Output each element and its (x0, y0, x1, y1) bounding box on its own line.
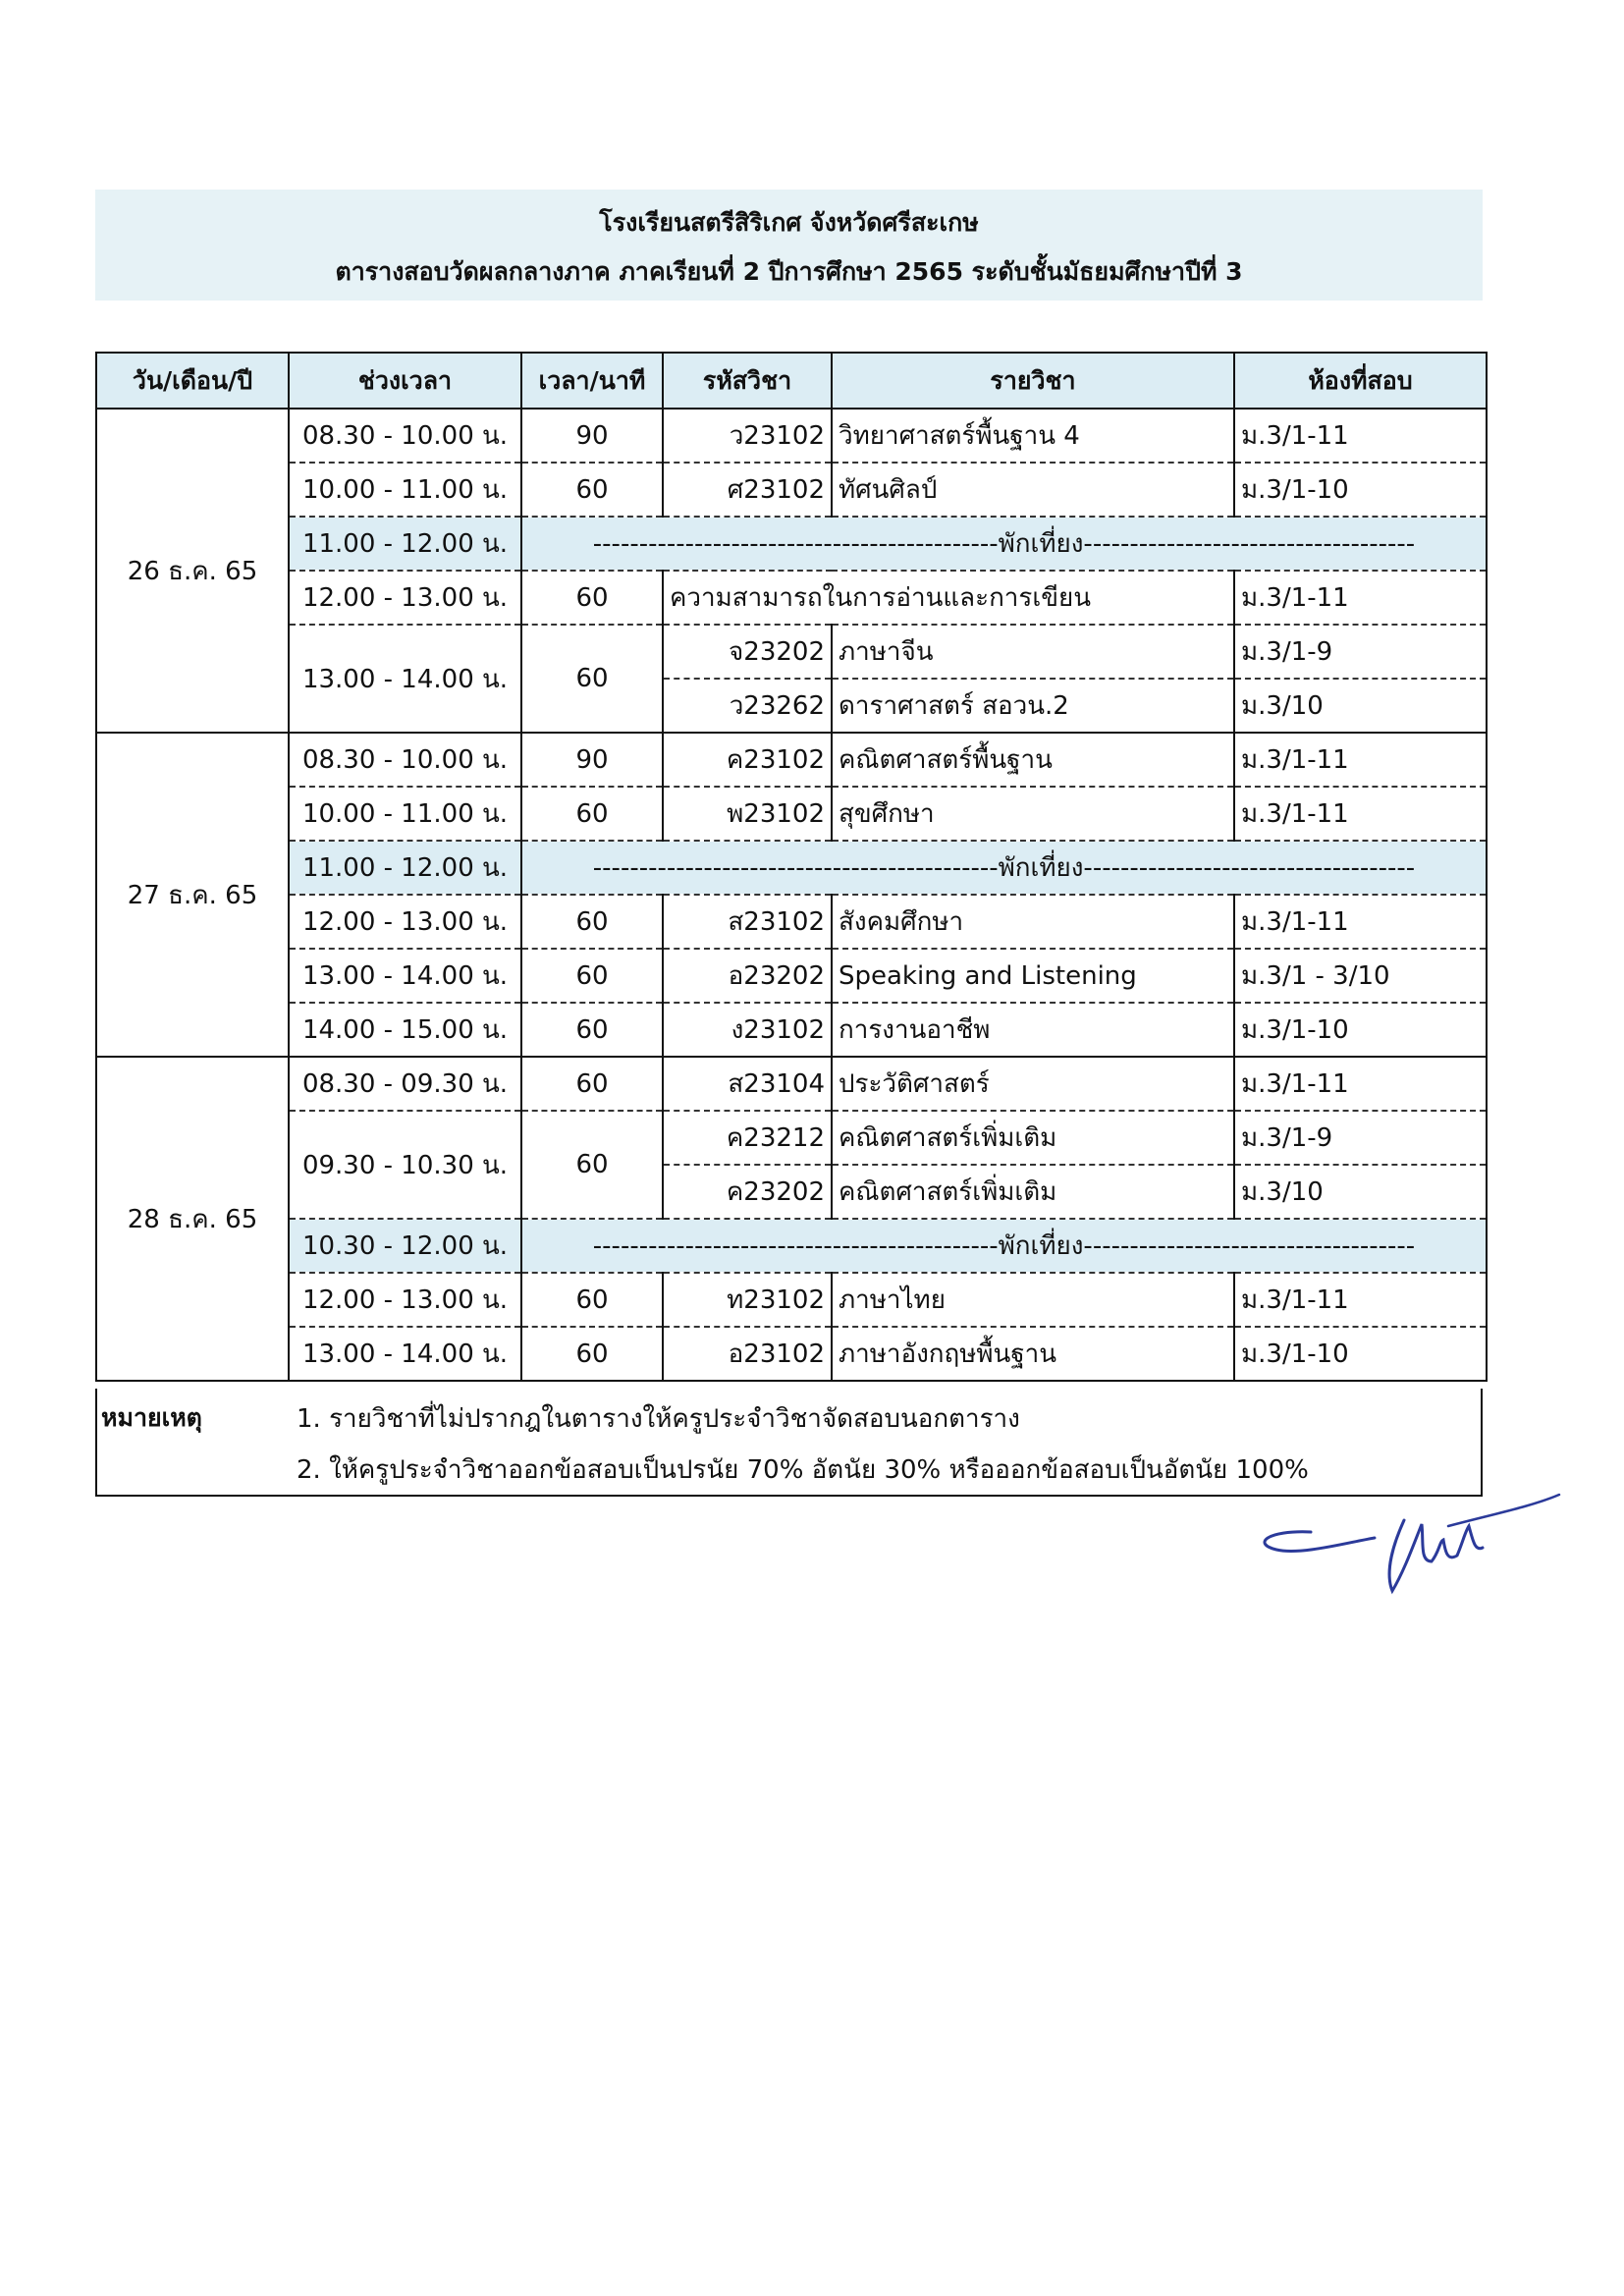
subject-cell: ภาษาจีน (832, 625, 1234, 679)
room-cell: ม.3/10 (1234, 1165, 1487, 1219)
time-cell: 10.00 - 11.00 น. (289, 787, 521, 841)
room-cell: ม.3/1-10 (1234, 463, 1487, 517)
lunch-break-row (96, 841, 1487, 895)
time-cell: 11.00 - 12.00 น. (289, 517, 521, 571)
date-cell: 27 ธ.ค. 65 (96, 733, 289, 1057)
column-header-subject-code: รหัสวิชา (663, 353, 832, 409)
minutes-cell: 60 (521, 625, 663, 733)
minutes-cell: 60 (521, 1003, 663, 1057)
time-cell: 08.30 - 10.00 น. (289, 733, 521, 787)
subject-cell: ภาษาอังกฤษพื้นฐาน (832, 1327, 1234, 1381)
code-cell: ค23212 (663, 1111, 832, 1165)
time-cell: 10.30 - 12.00 น. (289, 1219, 521, 1273)
subject-cell: วิทยาศาสตร์พื้นฐาน 4 (832, 409, 1234, 463)
minutes-cell: 60 (521, 1327, 663, 1381)
minutes-cell: 60 (521, 1273, 663, 1327)
code-cell: ว23102 (663, 409, 832, 463)
code-cell: อ23202 (663, 949, 832, 1003)
table-row (96, 1057, 1487, 1111)
room-cell: ม.3/1-11 (1234, 571, 1487, 625)
time-cell: 12.00 - 13.00 น. (289, 571, 521, 625)
code-cell: ท23102 (663, 1273, 832, 1327)
subject-cell: ประวัติศาสตร์ (832, 1057, 1234, 1111)
code-cell: ว23262 (663, 679, 832, 733)
time-cell: 09.30 - 10.30 น. (289, 1111, 521, 1219)
time-cell: 12.00 - 13.00 น. (289, 895, 521, 949)
time-cell: 13.00 - 14.00 น. (289, 625, 521, 733)
table-row (96, 1327, 1487, 1381)
column-header-minutes: เวลา/นาที (521, 353, 663, 409)
code-cell: ส23104 (663, 1057, 832, 1111)
subject-cell: คณิตศาสตร์เพิ่มเติม (832, 1165, 1234, 1219)
minutes-cell: 60 (521, 1057, 663, 1111)
room-cell: ม.3/1-10 (1234, 1327, 1487, 1381)
notes-label: หมายเหตุ (101, 1403, 202, 1432)
time-cell: 13.00 - 14.00 น. (289, 1327, 521, 1381)
table-header-row (96, 353, 1487, 409)
room-cell: ม.3/1-10 (1234, 1003, 1487, 1057)
lunch-break-row (96, 1219, 1487, 1273)
subject-cell: ดาราศาสตร์ สอวน.2 (832, 679, 1234, 733)
code-cell: ศ23102 (663, 463, 832, 517)
table-row (96, 625, 1487, 679)
exam-schedule-table (95, 352, 1488, 1382)
table-row (96, 787, 1487, 841)
minutes-cell: 60 (521, 895, 663, 949)
document-header (95, 190, 1483, 301)
room-cell: ม.3/1-9 (1234, 625, 1487, 679)
time-cell: 14.00 - 15.00 น. (289, 1003, 521, 1057)
note-item: 2. ให้ครูประจำวิชาออกข้อสอบเป็นปรนัย 70% อัตนัย 30% หรือออกข้อสอบเป็นอัตนัย 100% (297, 1455, 1309, 1485)
table-row (96, 949, 1487, 1003)
time-cell: 11.00 - 12.00 น. (289, 841, 521, 895)
room-cell: ม.3/1-11 (1234, 895, 1487, 949)
time-cell: 12.00 - 13.00 น. (289, 1273, 521, 1327)
room-cell: ม.3/1 - 3/10 (1234, 949, 1487, 1003)
minutes-cell: 90 (521, 409, 663, 463)
time-cell: 08.30 - 10.00 น. (289, 409, 521, 463)
table-row (96, 1003, 1487, 1057)
lunch-break-label: --------------------------------------------พักเที่ยง------------------------------------ (521, 841, 1487, 895)
table-row (96, 571, 1487, 625)
column-header-exam-room: ห้องที่สอบ (1234, 353, 1487, 409)
code-cell: อ23102 (663, 1327, 832, 1381)
time-cell: 08.30 - 09.30 น. (289, 1057, 521, 1111)
room-cell: ม.3/1-11 (1234, 787, 1487, 841)
signature (1247, 1483, 1561, 1601)
subject-cell: สุขศึกษา (832, 787, 1234, 841)
schedule-title: ตารางสอบวัดผลกลางภาค ภาคเรียนที่ 2 ปีการศึกษา 2565 ระดับชั้นมัธยมศึกษาปีที่ 3 (335, 257, 1243, 286)
code-cell: ง23102 (663, 1003, 832, 1057)
lunch-break-label: --------------------------------------------พักเที่ยง------------------------------------ (521, 1219, 1487, 1273)
code-cell: ค23102 (663, 733, 832, 787)
time-cell: 10.00 - 11.00 น. (289, 463, 521, 517)
notes-box (95, 1389, 1483, 1497)
date-cell: 28 ธ.ค. 65 (96, 1057, 289, 1381)
table-row (96, 463, 1487, 517)
minutes-cell: 60 (521, 1111, 663, 1219)
room-cell: ม.3/1-9 (1234, 1111, 1487, 1165)
subject-cell: Speaking and Listening (832, 949, 1234, 1003)
school-name: โรงเรียนสตรีสิริเกศ จังหวัดศรีสะเกษ (599, 208, 979, 237)
subject-cell: คณิตศาสตร์เพิ่มเติม (832, 1111, 1234, 1165)
subject-cell: ความสามารถในการอ่านและการเขียน (663, 571, 1234, 625)
table-row (96, 409, 1487, 463)
code-cell: พ23102 (663, 787, 832, 841)
subject-cell: การงานอาชีพ (832, 1003, 1234, 1057)
room-cell: ม.3/1-11 (1234, 409, 1487, 463)
code-cell: จ23202 (663, 625, 832, 679)
table-row (96, 895, 1487, 949)
minutes-cell: 60 (521, 571, 663, 625)
subject-cell: สังคมศึกษา (832, 895, 1234, 949)
minutes-cell: 60 (521, 787, 663, 841)
table-row (96, 733, 1487, 787)
note-item: 1. รายวิชาที่ไม่ปรากฎในตารางให้ครูประจำวิชาจัดสอบนอกตาราง (297, 1404, 1020, 1434)
table-row (96, 1273, 1487, 1327)
minutes-cell: 90 (521, 733, 663, 787)
subject-cell: คณิตศาสตร์พื้นฐาน (832, 733, 1234, 787)
room-cell: ม.3/1-11 (1234, 1273, 1487, 1327)
minutes-cell: 60 (521, 463, 663, 517)
code-cell: ค23202 (663, 1165, 832, 1219)
lunch-break-label: --------------------------------------------พักเที่ยง------------------------------------ (521, 517, 1487, 571)
minutes-cell: 60 (521, 949, 663, 1003)
lunch-break-row (96, 517, 1487, 571)
subject-cell: ภาษาไทย (832, 1273, 1234, 1327)
date-cell: 26 ธ.ค. 65 (96, 409, 289, 733)
column-header-date: วัน/เดือน/ปี (96, 353, 289, 409)
room-cell: ม.3/1-11 (1234, 1057, 1487, 1111)
column-header-subject: รายวิชา (832, 353, 1234, 409)
room-cell: ม.3/10 (1234, 679, 1487, 733)
column-header-time-slot: ช่วงเวลา (289, 353, 521, 409)
table-row (96, 1111, 1487, 1165)
room-cell: ม.3/1-11 (1234, 733, 1487, 787)
code-cell: ส23102 (663, 895, 832, 949)
subject-cell: ทัศนศิลป์ (832, 463, 1234, 517)
time-cell: 13.00 - 14.00 น. (289, 949, 521, 1003)
